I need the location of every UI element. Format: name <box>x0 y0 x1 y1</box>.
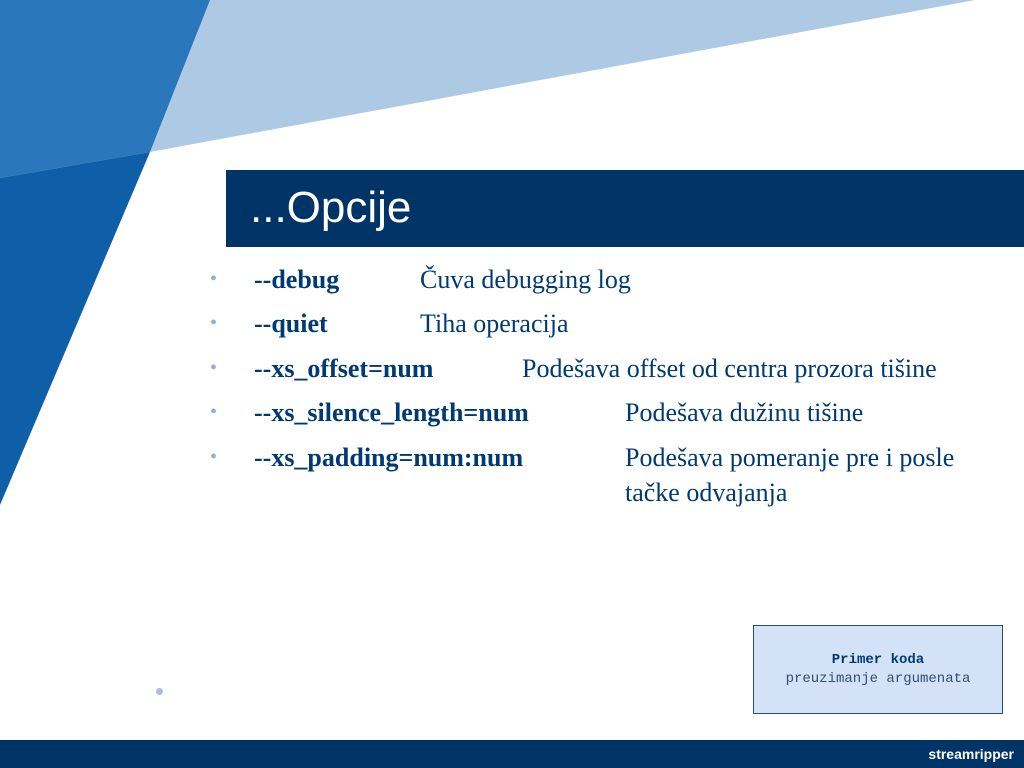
code-example-box[interactable] <box>753 625 1003 714</box>
bullet-icon: • <box>210 357 218 379</box>
option-description: Podešava offset od centra prozora tišine <box>522 354 937 383</box>
option-description: Čuva debugging log <box>420 265 631 294</box>
title-bar <box>226 170 1024 247</box>
option-description: Podešava pomeranje pre i posle tačke odvajanja <box>625 443 955 507</box>
option-flag: --debug <box>254 265 340 294</box>
footer-bar <box>0 740 1024 768</box>
option-flag: --xs_offset=num <box>254 354 434 383</box>
bullet-icon: • <box>210 312 218 334</box>
footer-label: streamripper <box>928 746 1014 762</box>
option-description: Podešava dužinu tišine <box>625 398 864 427</box>
code-box-subtitle: preuzimanje argumenata <box>785 671 971 687</box>
bullet-icon: • <box>210 401 218 423</box>
slide-title: ...Opcije <box>250 183 412 232</box>
option-flag: --xs_silence_length=num <box>254 398 529 427</box>
option-description: Tiha operacija <box>420 309 569 338</box>
code-box-title: Primer koda <box>831 652 925 668</box>
bullet-icon: • <box>210 446 218 468</box>
bullet-icon: • <box>210 268 218 290</box>
option-flag: --xs_padding=num:num <box>254 443 524 472</box>
option-flag: --quiet <box>254 309 328 338</box>
decorative-dot <box>156 688 163 695</box>
